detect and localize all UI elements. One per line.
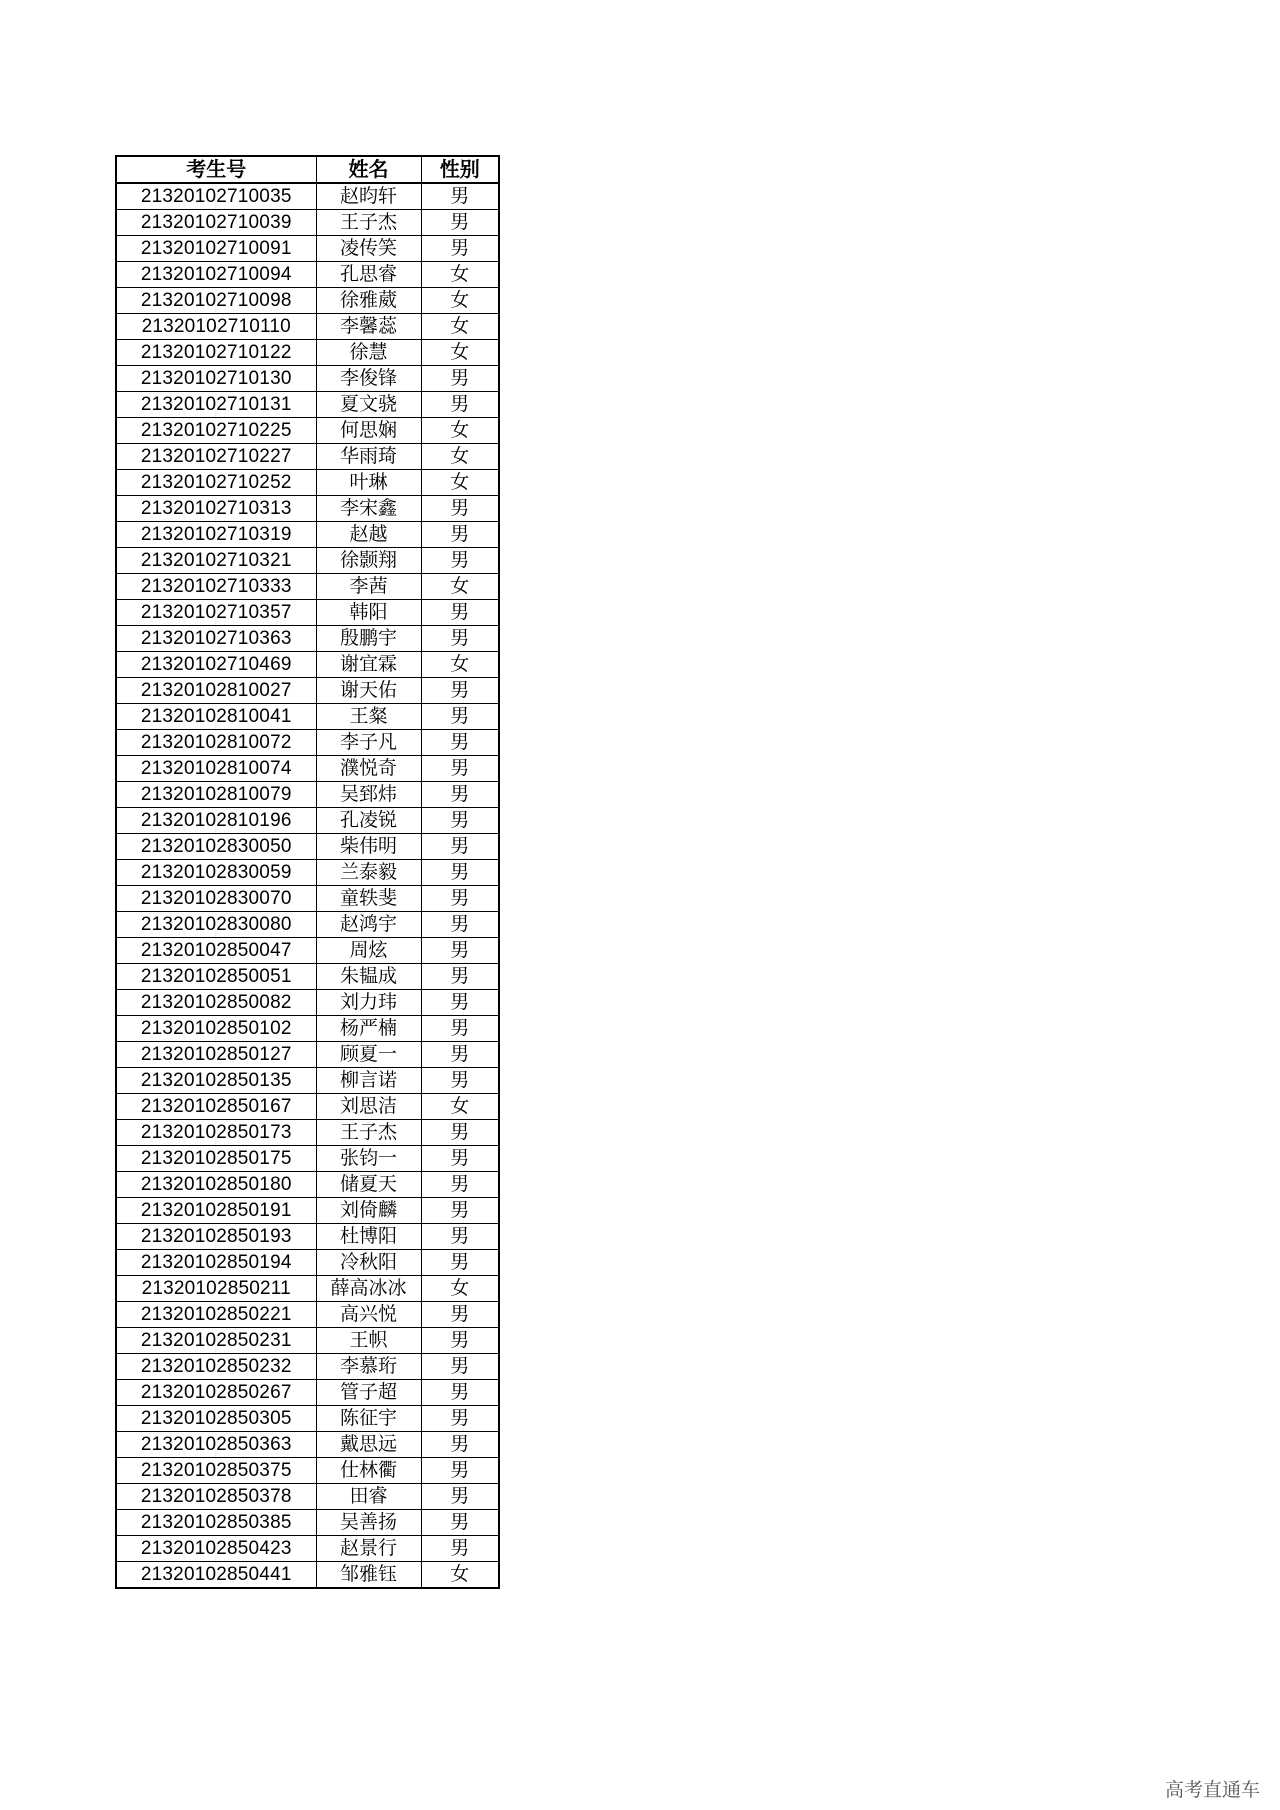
cell-exam-number: 21320102710131 — [116, 392, 316, 418]
cell-gender: 男 — [421, 678, 499, 704]
cell-name: 王帜 — [316, 1328, 421, 1354]
cell-gender: 男 — [421, 756, 499, 782]
cell-exam-number: 21320102710313 — [116, 496, 316, 522]
cell-name: 管子超 — [316, 1380, 421, 1406]
cell-exam-number: 21320102850102 — [116, 1016, 316, 1042]
table-row — [116, 1406, 499, 1432]
cell-name: 童轶斐 — [316, 886, 421, 912]
table-row — [116, 600, 499, 626]
cell-name: 杨严楠 — [316, 1016, 421, 1042]
table-row — [116, 1328, 499, 1354]
student-list-table — [115, 155, 500, 1589]
cell-name: 何思娴 — [316, 418, 421, 444]
cell-gender: 男 — [421, 730, 499, 756]
cell-name: 李子凡 — [316, 730, 421, 756]
table-row — [116, 496, 499, 522]
cell-exam-number: 21320102710319 — [116, 522, 316, 548]
cell-name: 徐慧 — [316, 340, 421, 366]
cell-gender: 女 — [421, 314, 499, 340]
cell-name: 赵昀轩 — [316, 183, 421, 210]
table-row — [116, 1536, 499, 1562]
cell-gender: 男 — [421, 1016, 499, 1042]
cell-gender: 男 — [421, 1172, 499, 1198]
cell-gender: 男 — [421, 1484, 499, 1510]
cell-gender: 女 — [421, 574, 499, 600]
cell-name: 李慕珩 — [316, 1354, 421, 1380]
cell-exam-number: 21320102710363 — [116, 626, 316, 652]
cell-exam-number: 21320102710321 — [116, 548, 316, 574]
table-row — [116, 1068, 499, 1094]
cell-name: 兰泰毅 — [316, 860, 421, 886]
table-row — [116, 730, 499, 756]
cell-exam-number: 21320102810072 — [116, 730, 316, 756]
cell-exam-number: 21320102850193 — [116, 1224, 316, 1250]
watermark-text: 高考直通车 — [1164, 1779, 1260, 1801]
cell-gender: 男 — [421, 392, 499, 418]
cell-name: 戴思远 — [316, 1432, 421, 1458]
table-row — [116, 1016, 499, 1042]
cell-exam-number: 21320102850167 — [116, 1094, 316, 1120]
table-row — [116, 236, 499, 262]
cell-name: 柴伟明 — [316, 834, 421, 860]
cell-name: 赵越 — [316, 522, 421, 548]
cell-exam-number: 21320102850305 — [116, 1406, 316, 1432]
cell-exam-number: 21320102810074 — [116, 756, 316, 782]
cell-name: 周炫 — [316, 938, 421, 964]
cell-name: 邹雅钰 — [316, 1562, 421, 1589]
cell-gender: 男 — [421, 600, 499, 626]
cell-gender: 男 — [421, 1302, 499, 1328]
table-header-row — [116, 156, 499, 183]
table-row — [116, 964, 499, 990]
table-row — [116, 340, 499, 366]
cell-name: 仕林衢 — [316, 1458, 421, 1484]
table-row — [116, 782, 499, 808]
table-row — [116, 1224, 499, 1250]
cell-name: 刘力玮 — [316, 990, 421, 1016]
table-row — [116, 366, 499, 392]
cell-gender: 男 — [421, 704, 499, 730]
cell-name: 孔凌锐 — [316, 808, 421, 834]
cell-gender: 女 — [421, 262, 499, 288]
cell-exam-number: 21320102710098 — [116, 288, 316, 314]
cell-exam-number: 21320102850363 — [116, 1432, 316, 1458]
cell-name: 叶琳 — [316, 470, 421, 496]
cell-name: 张钧一 — [316, 1146, 421, 1172]
cell-gender: 男 — [421, 1432, 499, 1458]
cell-exam-number: 21320102710357 — [116, 600, 316, 626]
table-row — [116, 756, 499, 782]
cell-exam-number: 21320102710094 — [116, 262, 316, 288]
cell-exam-number: 21320102710227 — [116, 444, 316, 470]
cell-exam-number: 21320102850267 — [116, 1380, 316, 1406]
table-row — [116, 1198, 499, 1224]
cell-exam-number: 21320102850175 — [116, 1146, 316, 1172]
table-row — [116, 1432, 499, 1458]
table-row — [116, 652, 499, 678]
cell-gender: 女 — [421, 444, 499, 470]
table-row — [116, 392, 499, 418]
cell-gender: 男 — [421, 1068, 499, 1094]
cell-name: 王子杰 — [316, 210, 421, 236]
cell-gender: 男 — [421, 1224, 499, 1250]
table-row — [116, 183, 499, 210]
table-row — [116, 210, 499, 236]
table-row — [116, 1146, 499, 1172]
cell-gender: 男 — [421, 886, 499, 912]
cell-gender: 男 — [421, 626, 499, 652]
table-row — [116, 1250, 499, 1276]
cell-exam-number: 21320102850047 — [116, 938, 316, 964]
cell-gender: 男 — [421, 782, 499, 808]
cell-gender: 女 — [421, 418, 499, 444]
cell-exam-number: 21320102830070 — [116, 886, 316, 912]
cell-name: 刘思洁 — [316, 1094, 421, 1120]
cell-exam-number: 21320102710225 — [116, 418, 316, 444]
cell-gender: 男 — [421, 366, 499, 392]
table-row — [116, 1484, 499, 1510]
table-row — [116, 912, 499, 938]
cell-exam-number: 21320102810079 — [116, 782, 316, 808]
cell-gender: 男 — [421, 1406, 499, 1432]
table-row — [116, 1276, 499, 1302]
cell-exam-number: 21320102810041 — [116, 704, 316, 730]
cell-name: 殷鹏宇 — [316, 626, 421, 652]
table-row — [116, 886, 499, 912]
cell-exam-number: 21320102850378 — [116, 1484, 316, 1510]
cell-name: 李俊锋 — [316, 366, 421, 392]
cell-gender: 男 — [421, 912, 499, 938]
table-row — [116, 1172, 499, 1198]
cell-exam-number: 21320102830050 — [116, 834, 316, 860]
table-row — [116, 938, 499, 964]
cell-gender: 男 — [421, 808, 499, 834]
cell-name: 王粲 — [316, 704, 421, 730]
cell-name: 储夏天 — [316, 1172, 421, 1198]
cell-gender: 男 — [421, 236, 499, 262]
table-row — [116, 704, 499, 730]
cell-name: 韩阳 — [316, 600, 421, 626]
cell-gender: 男 — [421, 938, 499, 964]
table-row — [116, 470, 499, 496]
cell-exam-number: 21320102850423 — [116, 1536, 316, 1562]
cell-gender: 男 — [421, 1328, 499, 1354]
cell-name: 冷秋阳 — [316, 1250, 421, 1276]
cell-exam-number: 21320102830080 — [116, 912, 316, 938]
table-row — [116, 1510, 499, 1536]
cell-name: 吴善扬 — [316, 1510, 421, 1536]
cell-gender: 男 — [421, 860, 499, 886]
table-row — [116, 1094, 499, 1120]
table-row — [116, 626, 499, 652]
table-row — [116, 1354, 499, 1380]
table-row — [116, 522, 499, 548]
cell-exam-number: 21320102850231 — [116, 1328, 316, 1354]
table-row — [116, 860, 499, 886]
cell-name: 徐颢翔 — [316, 548, 421, 574]
cell-name: 华雨琦 — [316, 444, 421, 470]
cell-gender: 男 — [421, 1380, 499, 1406]
table-body — [116, 183, 499, 1588]
cell-exam-number: 21320102850180 — [116, 1172, 316, 1198]
cell-name: 陈征宇 — [316, 1406, 421, 1432]
cell-gender: 女 — [421, 1562, 499, 1589]
cell-gender: 男 — [421, 1198, 499, 1224]
cell-exam-number: 21320102710333 — [116, 574, 316, 600]
cell-exam-number: 21320102850173 — [116, 1120, 316, 1146]
cell-name: 李茜 — [316, 574, 421, 600]
cell-gender: 男 — [421, 1354, 499, 1380]
cell-gender: 男 — [421, 496, 499, 522]
cell-gender: 男 — [421, 964, 499, 990]
cell-exam-number: 21320102710252 — [116, 470, 316, 496]
cell-exam-number: 21320102710091 — [116, 236, 316, 262]
cell-exam-number: 21320102850127 — [116, 1042, 316, 1068]
table-row — [116, 1042, 499, 1068]
cell-exam-number: 21320102850135 — [116, 1068, 316, 1094]
cell-name: 李宋鑫 — [316, 496, 421, 522]
cell-name: 赵鸿宇 — [316, 912, 421, 938]
cell-gender: 女 — [421, 340, 499, 366]
cell-name: 柳言诺 — [316, 1068, 421, 1094]
cell-name: 田睿 — [316, 1484, 421, 1510]
cell-exam-number: 21320102710035 — [116, 183, 316, 210]
cell-exam-number: 21320102850375 — [116, 1458, 316, 1484]
cell-name: 谢宜霖 — [316, 652, 421, 678]
cell-gender: 男 — [421, 1120, 499, 1146]
cell-exam-number: 21320102810196 — [116, 808, 316, 834]
cell-exam-number: 21320102710130 — [116, 366, 316, 392]
cell-gender: 男 — [421, 522, 499, 548]
cell-exam-number: 21320102850221 — [116, 1302, 316, 1328]
cell-gender: 男 — [421, 1250, 499, 1276]
cell-gender: 男 — [421, 1510, 499, 1536]
table-row — [116, 444, 499, 470]
cell-exam-number: 21320102850082 — [116, 990, 316, 1016]
cell-gender: 女 — [421, 1094, 499, 1120]
header-exam-number: 考生号 — [116, 156, 316, 183]
cell-name: 凌传笑 — [316, 236, 421, 262]
cell-exam-number: 21320102710110 — [116, 314, 316, 340]
cell-gender: 女 — [421, 288, 499, 314]
cell-gender: 女 — [421, 1276, 499, 1302]
cell-exam-number: 21320102810027 — [116, 678, 316, 704]
cell-exam-number: 21320102850441 — [116, 1562, 316, 1589]
cell-exam-number: 21320102850211 — [116, 1276, 316, 1302]
cell-name: 吴郅炜 — [316, 782, 421, 808]
cell-gender: 男 — [421, 1536, 499, 1562]
table-row — [116, 808, 499, 834]
cell-gender: 男 — [421, 990, 499, 1016]
table-row — [116, 418, 499, 444]
cell-exam-number: 21320102710469 — [116, 652, 316, 678]
cell-exam-number: 21320102850385 — [116, 1510, 316, 1536]
cell-gender: 男 — [421, 834, 499, 860]
cell-name: 李馨蕊 — [316, 314, 421, 340]
cell-name: 高兴悦 — [316, 1302, 421, 1328]
table-row — [116, 574, 499, 600]
cell-name: 杜博阳 — [316, 1224, 421, 1250]
table-row — [116, 262, 499, 288]
cell-gender: 男 — [421, 1146, 499, 1172]
cell-name: 谢天佑 — [316, 678, 421, 704]
cell-exam-number: 21320102710122 — [116, 340, 316, 366]
table-row — [116, 678, 499, 704]
cell-gender: 女 — [421, 652, 499, 678]
cell-gender: 男 — [421, 183, 499, 210]
table-row — [116, 288, 499, 314]
cell-name: 徐雅葳 — [316, 288, 421, 314]
table-row — [116, 1120, 499, 1146]
table-row — [116, 1302, 499, 1328]
cell-gender: 男 — [421, 1458, 499, 1484]
table-row — [116, 314, 499, 340]
cell-name: 夏文骁 — [316, 392, 421, 418]
cell-name: 赵景行 — [316, 1536, 421, 1562]
cell-name: 王子杰 — [316, 1120, 421, 1146]
table-row — [116, 1562, 499, 1589]
cell-gender: 男 — [421, 210, 499, 236]
cell-name: 朱韫成 — [316, 964, 421, 990]
table-row — [116, 548, 499, 574]
header-name: 姓名 — [316, 156, 421, 183]
header-gender: 性别 — [421, 156, 499, 183]
cell-exam-number: 21320102850232 — [116, 1354, 316, 1380]
cell-exam-number: 21320102710039 — [116, 210, 316, 236]
cell-name: 顾夏一 — [316, 1042, 421, 1068]
cell-exam-number: 21320102850191 — [116, 1198, 316, 1224]
table-row — [116, 1458, 499, 1484]
cell-name: 孔思睿 — [316, 262, 421, 288]
table-row — [116, 990, 499, 1016]
cell-gender: 女 — [421, 470, 499, 496]
cell-exam-number: 21320102850051 — [116, 964, 316, 990]
cell-name: 濮悦奇 — [316, 756, 421, 782]
cell-gender: 男 — [421, 1042, 499, 1068]
table-row — [116, 834, 499, 860]
cell-name: 薛高冰冰 — [316, 1276, 421, 1302]
cell-gender: 男 — [421, 548, 499, 574]
cell-name: 刘倚麟 — [316, 1198, 421, 1224]
cell-exam-number: 21320102830059 — [116, 860, 316, 886]
cell-exam-number: 21320102850194 — [116, 1250, 316, 1276]
table-row — [116, 1380, 499, 1406]
